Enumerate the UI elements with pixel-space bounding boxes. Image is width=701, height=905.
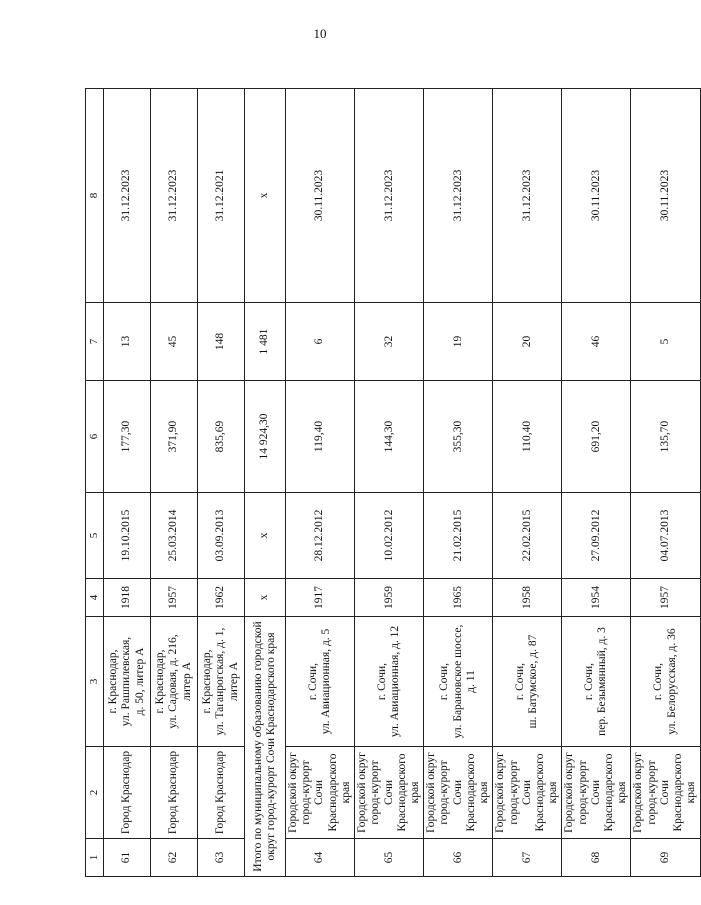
cell-line: Городской округ: [563, 752, 576, 833]
area-cell: 110,40: [493, 381, 562, 493]
year-cell: 1954: [562, 579, 631, 617]
count-cell: 13: [104, 303, 151, 381]
subtotal-deadline: х: [245, 89, 286, 303]
cell-line: г. Краснодар,: [107, 649, 120, 714]
column-number: 2: [86, 747, 104, 839]
year-cell: 1965: [424, 579, 493, 617]
territory-cell: [493, 747, 562, 839]
cell-line: Городской округ: [287, 752, 299, 833]
deadline-cell: 31.12.2023: [151, 89, 198, 303]
cell-line: г. Сочи,: [306, 662, 319, 701]
date-cell: 22.02.2015: [493, 493, 562, 579]
column-number: 3: [86, 617, 104, 747]
cell-line: город-курорт Сочи: [438, 760, 464, 825]
deadline-cell: 31.12.2021: [198, 89, 245, 303]
column-number: 6: [86, 381, 104, 493]
deadline-cell: 31.12.2023: [104, 89, 151, 303]
cell-line: Краснодарского края: [672, 753, 698, 832]
cell-line: г. Сочи,: [652, 662, 665, 701]
column-number: 8: [86, 89, 104, 303]
housing-table: [85, 88, 701, 877]
address-cell: [562, 617, 631, 747]
year-cell: 1958: [493, 579, 562, 617]
subtotal-year: х: [245, 579, 286, 617]
area-cell: 119,40: [286, 381, 355, 493]
table-row: [562, 89, 631, 877]
area-cell: 835,69: [198, 381, 245, 493]
cell-line: г. Краснодар,: [201, 649, 214, 714]
cell-line: г. Сочи,: [375, 662, 388, 701]
date-cell: 10.02.2012: [355, 493, 424, 579]
cell-line: ул. Барановское шоссе,: [451, 624, 464, 739]
cell-line: г. Краснодар,: [154, 649, 167, 714]
subtotal-label: Итого по муниципальному образованию городской округ город-курорт Сочи Краснодарского края: [245, 617, 286, 877]
territory-cell: [562, 747, 631, 839]
cell-line: литер А: [227, 662, 240, 701]
table-row: [286, 89, 355, 877]
cell-line: город-курорт Сочи: [576, 760, 602, 825]
count-cell: 45: [151, 303, 198, 381]
date-cell: 19.10.2015: [104, 493, 151, 579]
address-cell: [631, 617, 700, 747]
cell-line: город-курорт Сочи: [369, 760, 395, 825]
cell-line: ул. Авиационная, д. 5: [320, 628, 333, 735]
address-cell: [424, 617, 493, 747]
subtotal-count: 1 481: [245, 303, 286, 381]
cell-line: ул. Садовая, д. 216,: [167, 634, 180, 729]
year-cell: 1962: [198, 579, 245, 617]
deadline-cell: 31.12.2023: [493, 89, 562, 303]
address-cell: [286, 617, 355, 747]
cell-line: Краснодарского края: [533, 753, 560, 832]
table-row: [631, 89, 700, 877]
count-cell: 5: [631, 303, 700, 381]
deadline-cell: 31.12.2023: [355, 89, 424, 303]
cell-line: Городской округ: [632, 752, 645, 833]
territory-cell: [286, 747, 355, 839]
table-row: [104, 89, 151, 877]
territory-cell: [198, 747, 245, 839]
rotated-table-container: [85, 89, 698, 877]
deadline-cell: 30.11.2023: [631, 89, 700, 303]
address-cell: [198, 617, 245, 747]
cell-line: Город Краснодар: [120, 750, 133, 835]
count-cell: 148: [198, 303, 245, 381]
date-cell: 25.03.2014: [151, 493, 198, 579]
address-cell: [355, 617, 424, 747]
cell-line: г. Сочи,: [583, 662, 596, 701]
count-cell: 32: [355, 303, 424, 381]
year-cell: 1917: [286, 579, 355, 617]
cell-line: город-курорт Сочи: [507, 760, 533, 825]
year-cell: 1957: [151, 579, 198, 617]
column-number-row: [86, 89, 104, 877]
column-number: 7: [86, 303, 104, 381]
count-cell: 20: [493, 303, 562, 381]
row-number: 67: [493, 839, 562, 877]
deadline-cell: 31.12.2023: [424, 89, 493, 303]
cell-line: город-курорт Сочи: [300, 760, 326, 825]
row-number: 62: [151, 839, 198, 877]
row-number: 69: [631, 839, 700, 877]
count-cell: 6: [286, 303, 355, 381]
area-cell: 135,70: [631, 381, 700, 493]
row-number: 68: [562, 839, 631, 877]
column-number: 5: [86, 493, 104, 579]
date-cell: 27.09.2012: [562, 493, 631, 579]
year-cell: 1957: [631, 579, 700, 617]
area-cell: 371,90: [151, 381, 198, 493]
date-cell: 04.07.2013: [631, 493, 700, 579]
area-cell: 691,20: [562, 381, 631, 493]
cell-line: Городской округ: [494, 752, 507, 833]
table-row: [151, 89, 198, 877]
column-number: 4: [86, 579, 104, 617]
date-cell: 03.09.2013: [198, 493, 245, 579]
address-cell: [151, 617, 198, 747]
cell-line: ул. Рашпилевская,: [120, 636, 133, 727]
address-cell: [104, 617, 151, 747]
table-row: [198, 89, 245, 877]
count-cell: 19: [424, 303, 493, 381]
cell-line: д. 50, литер А: [133, 647, 146, 716]
cell-line: г. Сочи,: [514, 662, 527, 701]
cell-line: Краснодарского края: [603, 753, 629, 832]
territory-cell: [355, 747, 424, 839]
territory-cell: [631, 747, 700, 839]
column-number: 1: [86, 839, 104, 877]
territory-cell: [151, 747, 198, 839]
address-cell: [493, 617, 562, 747]
territory-cell: [424, 747, 493, 839]
deadline-cell: 30.11.2023: [562, 89, 631, 303]
cell-line: Городской округ: [425, 752, 438, 833]
subtotal-row: [245, 89, 286, 877]
cell-line: Краснодарского края: [326, 753, 352, 832]
cell-line: город-курорт Сочи: [645, 760, 671, 825]
cell-line: Городской округ: [356, 752, 369, 833]
territory-cell: [104, 747, 151, 839]
page-number: 10: [313, 26, 327, 41]
subtotal-date: х: [245, 493, 286, 579]
row-number: 61: [104, 839, 151, 877]
cell-line: ул. Таганрогская, д. 1,: [214, 627, 227, 736]
row-number: 65: [355, 839, 424, 877]
deadline-cell: 30.11.2023: [286, 89, 355, 303]
date-cell: 21.02.2015: [424, 493, 493, 579]
cell-line: пер. Безымянный, д. 3: [596, 627, 609, 736]
year-cell: 1959: [355, 579, 424, 617]
cell-line: Город Краснодар: [167, 750, 180, 835]
cell-line: Краснодарского края: [464, 753, 491, 832]
table-row: [493, 89, 562, 877]
cell-line: ш. Батумское, д. 87: [527, 634, 540, 729]
date-cell: 28.12.2012: [286, 493, 355, 579]
area-cell: 144,30: [355, 381, 424, 493]
count-cell: 46: [562, 303, 631, 381]
cell-line: Город Краснодар: [214, 750, 227, 835]
row-number: 64: [286, 839, 355, 877]
cell-line: ул. Белорусская, д. 36: [665, 628, 678, 735]
row-number: 63: [198, 839, 245, 877]
table-row: [424, 89, 493, 877]
cell-line: Краснодарского края: [395, 753, 421, 832]
area-cell: 177,30: [104, 381, 151, 493]
subtotal-area: 14 924,30: [245, 381, 286, 493]
year-cell: 1918: [104, 579, 151, 617]
cell-line: литер А: [180, 662, 193, 701]
row-number: 66: [424, 839, 493, 877]
area-cell: 355,30: [424, 381, 493, 493]
cell-line: д. 11: [464, 670, 477, 693]
cell-line: г. Сочи,: [438, 662, 451, 701]
cell-line: ул. Авиационная, д. 12: [389, 625, 402, 738]
table-row: [355, 89, 424, 877]
